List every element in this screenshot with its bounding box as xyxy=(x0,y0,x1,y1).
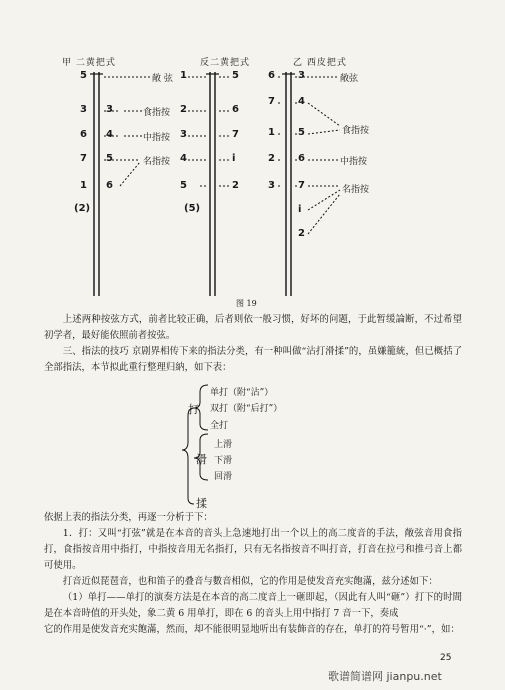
page-number: 25 xyxy=(440,653,452,663)
panel-a-label: 敞 弦 xyxy=(152,74,173,84)
panel-a-mid-note: 5 xyxy=(106,153,113,164)
panel-c-title: 乙 西皮把式 xyxy=(293,58,347,68)
panel-a-label: 食指按 xyxy=(143,108,171,118)
paragraph-single-strike-tail: 它的作用是使发音充实飽滿，然而，却不能很明显地听出有装飾音的存在，单打的符号暂用“·”，如： xyxy=(44,624,460,635)
tree-rou: 揉 xyxy=(196,497,207,510)
panel-c-mid-note: 2 xyxy=(298,228,305,239)
paragraph-technique-intro: 三、指法的技巧 京剧界相传下来的指法分类，有一种叫做“沾打滑揉”的，虽嫌籠統，但已概括了全部指法，本节拟此重行整理归納，如下表： xyxy=(44,346,462,373)
panel-a-left-note: 3 xyxy=(80,104,87,115)
tree-hua-item: 下滑 xyxy=(214,456,233,466)
tree-da-item: 单打（附“沾”） xyxy=(210,388,274,398)
panel-b-right-note: 7 xyxy=(232,129,239,140)
panel-b-right-note: i xyxy=(232,153,236,164)
panel-b-right-note: 5 xyxy=(232,70,239,81)
tree-hua: 滑 xyxy=(196,453,207,466)
paragraph-da-definition: 1．打：又叫“打弦”就是在本音的音头上急速地打出一个以上的高二度音的手法，敞弦音用食指打，食指按音用中指打，中指按音用无名指打，只有无名指按音不叫打音，打音在拉弓和推弓音上都可使用。 xyxy=(44,528,462,571)
panel-c-label: 敞弦 xyxy=(340,74,359,84)
panel-b-left-note: (5) xyxy=(184,203,201,214)
panel-a-mid-note: 4 xyxy=(106,129,113,140)
panel-a-left-note: 1 xyxy=(80,180,87,191)
panel-b-left-note: 4 xyxy=(180,153,187,164)
tree-da-item: 全打 xyxy=(210,421,229,431)
body-text-upper xyxy=(44,312,462,376)
panel-c-left-note: 1 xyxy=(268,127,275,138)
panel-c-left-note: 3 xyxy=(268,180,275,191)
tree-hua-item: 回滑 xyxy=(214,472,233,482)
panel-b-left-note: 1 xyxy=(180,70,187,81)
panel-c-mid-note: 6 xyxy=(298,153,305,164)
paragraph-analysis-intro: 依据上表的指法分类，再逐一分析于下： xyxy=(44,512,213,523)
panel-c-mid-note: 3 xyxy=(298,70,305,81)
site-watermark: 歌谱简谱网 jianpu.net xyxy=(328,670,442,683)
panel-c-label: 食指按 xyxy=(342,126,370,136)
paragraph-single-strike: （1）单打——单打的演奏方法是在本音的高二度音上一砸即起，（因此有人叫“砸”）打下的时間是在本音時值的开头处，象二黄 6 用单打，即在 6 的音头上用中指打 7 音一下，奏成 xyxy=(44,592,462,619)
panel-a-mid-note: 3 xyxy=(106,104,113,115)
panel-c-mid-note: 4 xyxy=(298,96,305,107)
panel-a-left-note: 7 xyxy=(80,153,87,164)
panel-c-label: 中指按 xyxy=(340,157,368,167)
tree-da: 打 xyxy=(188,403,199,416)
panel-a-left-note: 6 xyxy=(80,129,87,140)
tree-da-item: 双打（附“后打”） xyxy=(210,404,283,414)
paragraph-da-effect: 打音近似琵琶音，也和笛子的叠音与數音相似，它的作用是使发音充实飽滿，兹分述如下： xyxy=(62,576,438,587)
panel-b-left-note: 3 xyxy=(180,129,187,140)
paragraph-fingering-note: 上述两种按弦方式，前者比较正确，后者则依一般习惯，好坏的问题，于此暂缓論断，不过希望初学者，最好能依照前者按弦。 xyxy=(44,314,462,341)
panel-b-left-note: 2 xyxy=(180,104,187,115)
panel-a-left-note: (2) xyxy=(74,203,91,214)
figure-caption: 图 19 xyxy=(236,299,257,308)
panel-a-label: 中指按 xyxy=(143,133,171,143)
panel-c-mid-note: 7 xyxy=(298,180,305,191)
figure-lines xyxy=(0,0,505,300)
panel-c-left-note: 6 xyxy=(268,70,275,81)
panel-b-right-note: 2 xyxy=(232,180,239,191)
panel-a-left-note: 5 xyxy=(80,70,87,81)
panel-a-label: 名指按 xyxy=(143,157,171,167)
panel-c-mid-note: 5 xyxy=(298,127,305,138)
panel-b-right-note: 6 xyxy=(232,104,239,115)
panel-a-mid-note: 6 xyxy=(106,180,113,191)
panel-b-left-note: 5 xyxy=(180,180,187,191)
tree-hua-item: 上滑 xyxy=(214,440,233,450)
body-text-lower xyxy=(44,510,462,638)
panel-c-left-note: 7 xyxy=(268,96,275,107)
panel-c-label: 名指按 xyxy=(342,185,370,195)
panel-c-left-note: 2 xyxy=(268,153,275,164)
panel-c-mid-note: i xyxy=(298,204,302,215)
panel-b-title: 反二黄把式 xyxy=(200,58,251,68)
panel-a-title: 甲 二黄把式 xyxy=(62,58,116,68)
